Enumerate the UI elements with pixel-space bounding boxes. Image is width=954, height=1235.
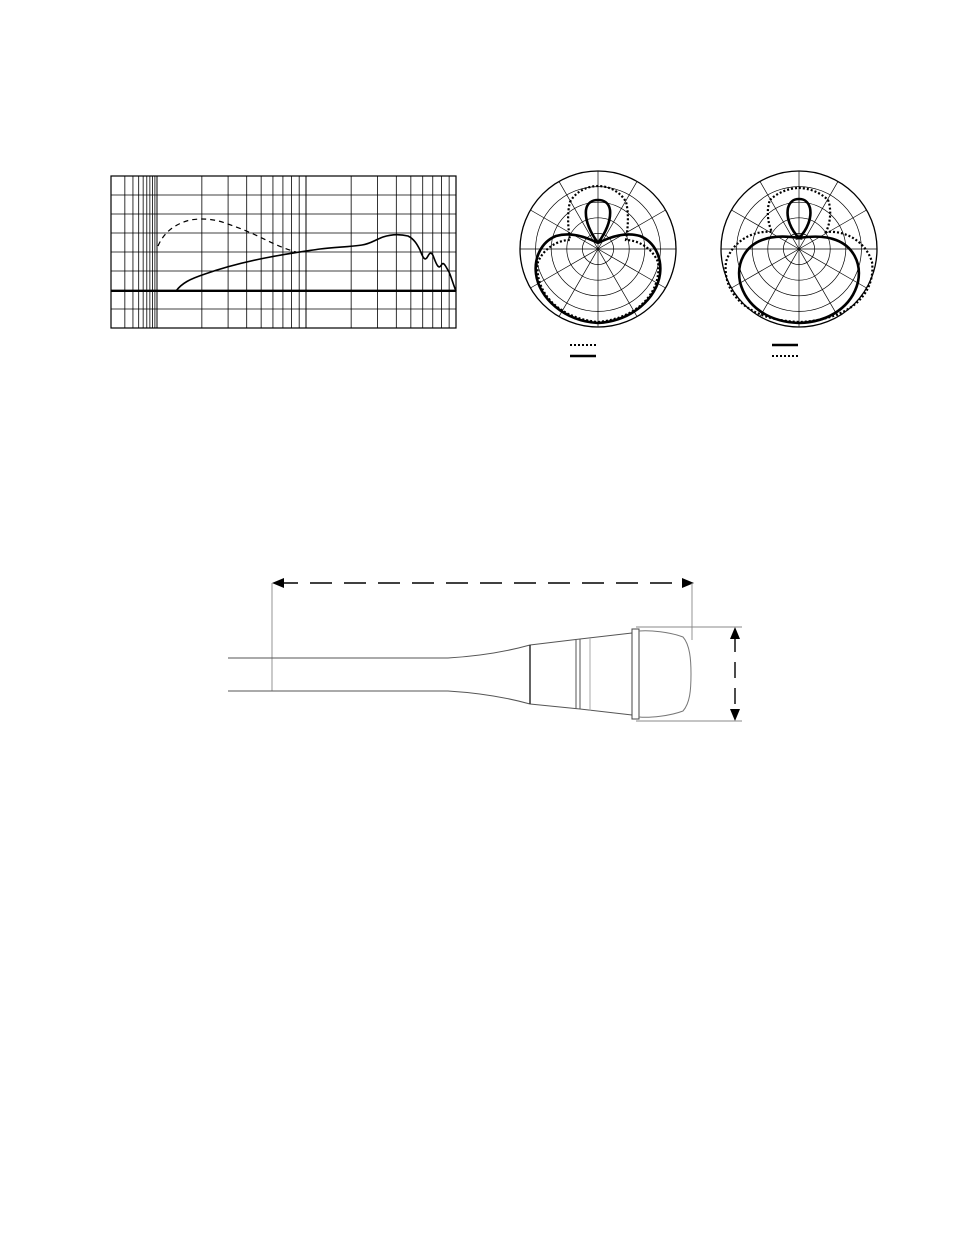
diameter-arrow-bottom: [730, 709, 740, 721]
microphone-grille: [639, 631, 691, 718]
length-arrow-left: [272, 578, 284, 588]
diameter-arrow-top: [730, 627, 740, 639]
microphone-body: [228, 629, 639, 719]
